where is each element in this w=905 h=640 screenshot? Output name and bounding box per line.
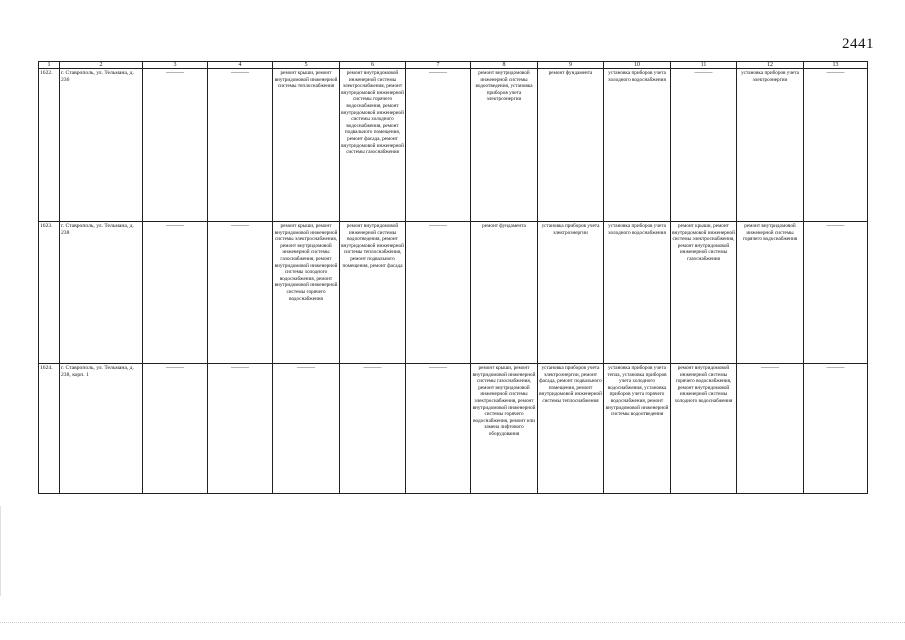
dash-mark: ———: [166, 70, 184, 76]
empty-dash-cell: [143, 364, 208, 494]
page-number: 2441: [842, 36, 874, 52]
column-header: 4: [208, 62, 273, 69]
column-header: 8: [471, 62, 538, 69]
column-header: 7: [406, 62, 471, 69]
work-cell: ремонт внутридомовой инженерной системы водоотведения, ремонт внутридомовой инженерной системы теплоснабжения, ремонт подвального помещения, ремонт фасада: [340, 222, 406, 364]
dash-mark: ———: [429, 223, 447, 229]
empty-dash-cell: [273, 364, 340, 494]
empty-dash-cell: [143, 222, 208, 364]
dash-mark: ———: [166, 223, 184, 229]
work-cell: установка приборов учета холодного водоснабжения: [604, 222, 671, 364]
dash-mark: ———: [826, 70, 845, 76]
work-cell: установка приборов учета электроэнергии: [737, 69, 804, 222]
dash-mark: ———: [297, 365, 315, 371]
column-header: 11: [671, 62, 737, 69]
table-row: [39, 222, 868, 364]
empty-dash-cell: [143, 69, 208, 222]
address-cell: г. Ставрополь, ул. Тельмана, д. 238, корп. 1: [60, 364, 143, 494]
dash-mark: ———: [761, 365, 779, 371]
dash-mark: ———: [231, 365, 249, 371]
dash-mark: ———: [231, 70, 249, 76]
empty-dash-cell: [208, 222, 273, 364]
work-cell: ремонт внутридомовой инженерной системы электроснабжения, ремонт внутридомовой инженерной системы горячего водоснабжения, ремонт внутридомовой инженерной системы холодного водоснабжения, ремонт подвального помещения, ремонт фасада, ремонт внутридомовой инженерной системы газоснабжения: [340, 69, 406, 222]
empty-dash-cell: [406, 222, 471, 364]
dash-mark: ———: [429, 365, 447, 371]
row-number: 1624.: [39, 364, 60, 494]
column-header: 9: [538, 62, 604, 69]
table-row: [39, 69, 868, 222]
work-cell: ремонт фундамента: [538, 69, 604, 222]
dash-mark: ———: [166, 365, 184, 371]
empty-dash-cell: [671, 69, 737, 222]
row-number: 1623.: [39, 222, 60, 364]
repair-schedule-table: [38, 61, 868, 494]
dash-mark: ———: [826, 223, 845, 229]
work-cell: ремонт крыши, ремонт внутридомовой инженерной системы теплоснабжения: [273, 69, 340, 222]
table-row: [39, 364, 868, 494]
empty-dash-cell: [406, 69, 471, 222]
scan-margin-line: [0, 506, 15, 596]
column-number-row: [39, 62, 868, 69]
column-header: 2: [60, 62, 143, 69]
column-header: 6: [340, 62, 406, 69]
scan-edge-noise: [0, 622, 905, 624]
column-header: 10: [604, 62, 671, 69]
empty-dash-cell: [804, 222, 868, 364]
dash-mark: ———: [694, 70, 713, 76]
address-cell: г. Ставрополь, ул. Тельмана, д. 238: [60, 222, 143, 364]
work-cell: ремонт внутридомовой инженерной системы горячего водоснабжения, ремонт внутридомовой инженерной системы холодного водоснабжения: [671, 364, 737, 494]
dash-mark: ———: [363, 365, 382, 371]
empty-dash-cell: [737, 364, 804, 494]
work-cell: ремонт крыши, ремонт внутридомовой инженерной системы электроснабжения, ремонт внутридомовой инженерной системы газоснабжения: [671, 222, 737, 364]
empty-dash-cell: [208, 69, 273, 222]
row-number: 1622.: [39, 69, 60, 222]
column-header: 12: [737, 62, 804, 69]
work-cell: установка приборов учета электроэнергии, ремонт фасада, ремонт подвального помещения, ремонт внутридомовой инженерной системы теплоснабжения: [538, 364, 604, 494]
empty-dash-cell: [804, 69, 868, 222]
column-header: 5: [273, 62, 340, 69]
empty-dash-cell: [340, 364, 406, 494]
empty-dash-cell: [208, 364, 273, 494]
dash-mark: ———: [429, 70, 447, 76]
work-cell: установка приборов учета электроэнергии: [538, 222, 604, 364]
dash-mark: ———: [231, 223, 249, 229]
work-cell: ремонт внутридомовой инженерной системы водоотведения, установка приборов учета электроэнергии: [471, 69, 538, 222]
work-cell: ремонт крыши, ремонт внутридомовой инженерной системы газоснабжения, ремонт внутридомовой инженерной системы электроснабжения, ремонт внутридомовой инженерной системы горячего водоснабжения, ремонт или замена лифтового оборудования: [471, 364, 538, 494]
work-cell: установка приборов учета тепла, установка приборов учета холодного водоснабжения, установка приборов учета горячего водоснабжения, ремонт внутридомовой инженерной системы водоотведения: [604, 364, 671, 494]
address-cell: г. Ставрополь, ул. Тельмана, д. 236: [60, 69, 143, 222]
dash-mark: ———: [826, 365, 845, 371]
column-header: 13: [804, 62, 868, 69]
empty-dash-cell: [406, 364, 471, 494]
work-cell: ремонт фундамента: [471, 222, 538, 364]
column-header: 1: [39, 62, 60, 69]
column-header: 3: [143, 62, 208, 69]
empty-dash-cell: [804, 364, 868, 494]
work-cell: ремонт крыши, ремонт внутридомовой инженерной системы электроснабжения, ремонт внутридомовой инженерной системы газоснабжения, ремонт внутридомовой инженерной системы холодного водоснабжения, ремонт внутридомовой инженерной системы горячего водоснабжения: [273, 222, 340, 364]
work-cell: установка приборов учета холодного водоснабжения: [604, 69, 671, 222]
work-cell: ремонт внутридомовой инженерной системы горячего водоснабжения: [737, 222, 804, 364]
